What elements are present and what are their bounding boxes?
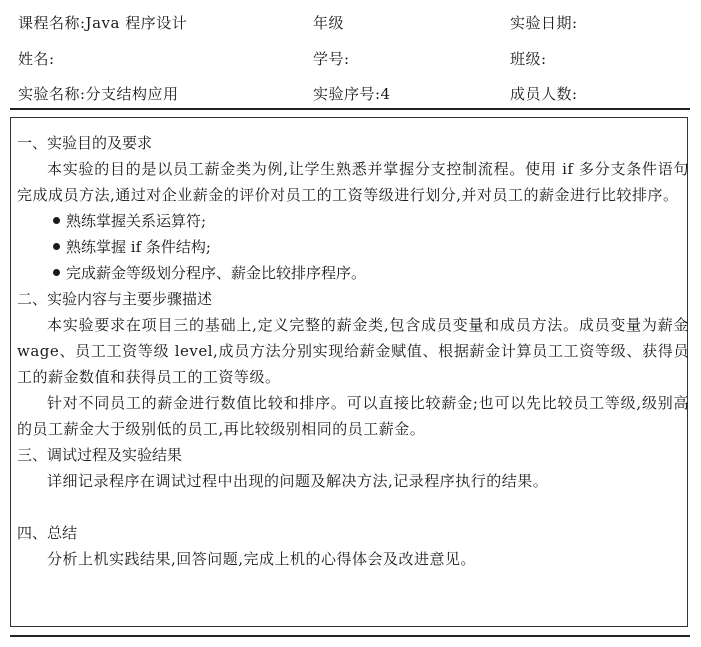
class-field: 班级: (510, 50, 547, 68)
course-name-field: 课程名称:Java 程序设计 (18, 14, 188, 32)
list-item-text: 熟练掌握 if 条件结构; (66, 238, 211, 256)
debugging-paragraph: 详细记录程序在调试过程中出现的问题及解决方法,记录程序执行的结果。 (47, 472, 549, 490)
experiment-date-field: 实验日期: (510, 14, 578, 32)
bullet-icon (53, 243, 60, 250)
student-name-field: 姓名: (18, 50, 55, 68)
report-header (10, 0, 690, 108)
summary-paragraph: 分析上机实践结果,回答问题,完成上机的心得体会及改进意见。 (47, 550, 477, 568)
list-item (17, 208, 689, 234)
objectives-paragraph: 本实验的目的是以员工薪金类为例,让学生熟悉并掌握分支控制流程。使用 if 多分支条件语句完成成员方法,通过对企业薪金的评价对员工的工资等级进行划分,并对员工的薪金进行比较排序。 (17, 160, 689, 204)
grade-field: 年级 (313, 14, 345, 32)
header-divider (10, 108, 690, 110)
report-content (17, 130, 689, 572)
content-paragraph-2: 针对不同员工的薪金进行数值比较和排序。可以直接比较薪金;也可以先比较员工等级,级别高的员工薪金大于级别低的员工,再比较级别相同的员工薪金。 (17, 394, 689, 438)
footer-divider (10, 635, 690, 637)
student-id-field: 学号: (313, 50, 350, 68)
content-paragraph-1: 本实验要求在项目三的基础上,定义完整的薪金类,包含成员变量和成员方法。成员变量为薪金 wage、员工工资等级 level,成员方法分别实现给薪金赋值、根据薪金计算员工工资等级、获得员工的薪金数值和获得员工的工资等级。 (17, 316, 689, 386)
list-item-text: 熟练掌握关系运算符; (66, 212, 207, 230)
member-count-field: 成员人数: (510, 85, 578, 103)
section-title-content: 二、实验内容与主要步骤描述 (17, 290, 213, 308)
bullet-icon (53, 269, 60, 276)
list-item-text: 完成薪金等级划分程序、薪金比较排序程序。 (66, 264, 367, 282)
list-item (17, 234, 689, 260)
experiment-name-field: 实验名称:分支结构应用 (18, 85, 179, 103)
blank-space (17, 494, 689, 520)
section-title-objectives: 一、实验目的及要求 (17, 134, 153, 152)
bullet-icon (53, 217, 60, 224)
header-row (10, 5, 690, 41)
section-title-summary: 四、总结 (17, 524, 78, 542)
header-row (10, 41, 690, 77)
report-content-box (10, 117, 688, 627)
list-item (17, 260, 689, 286)
section-title-debugging: 三、调试过程及实验结果 (17, 446, 183, 464)
header-row (10, 76, 690, 112)
experiment-number-field: 实验序号:4 (313, 85, 391, 103)
